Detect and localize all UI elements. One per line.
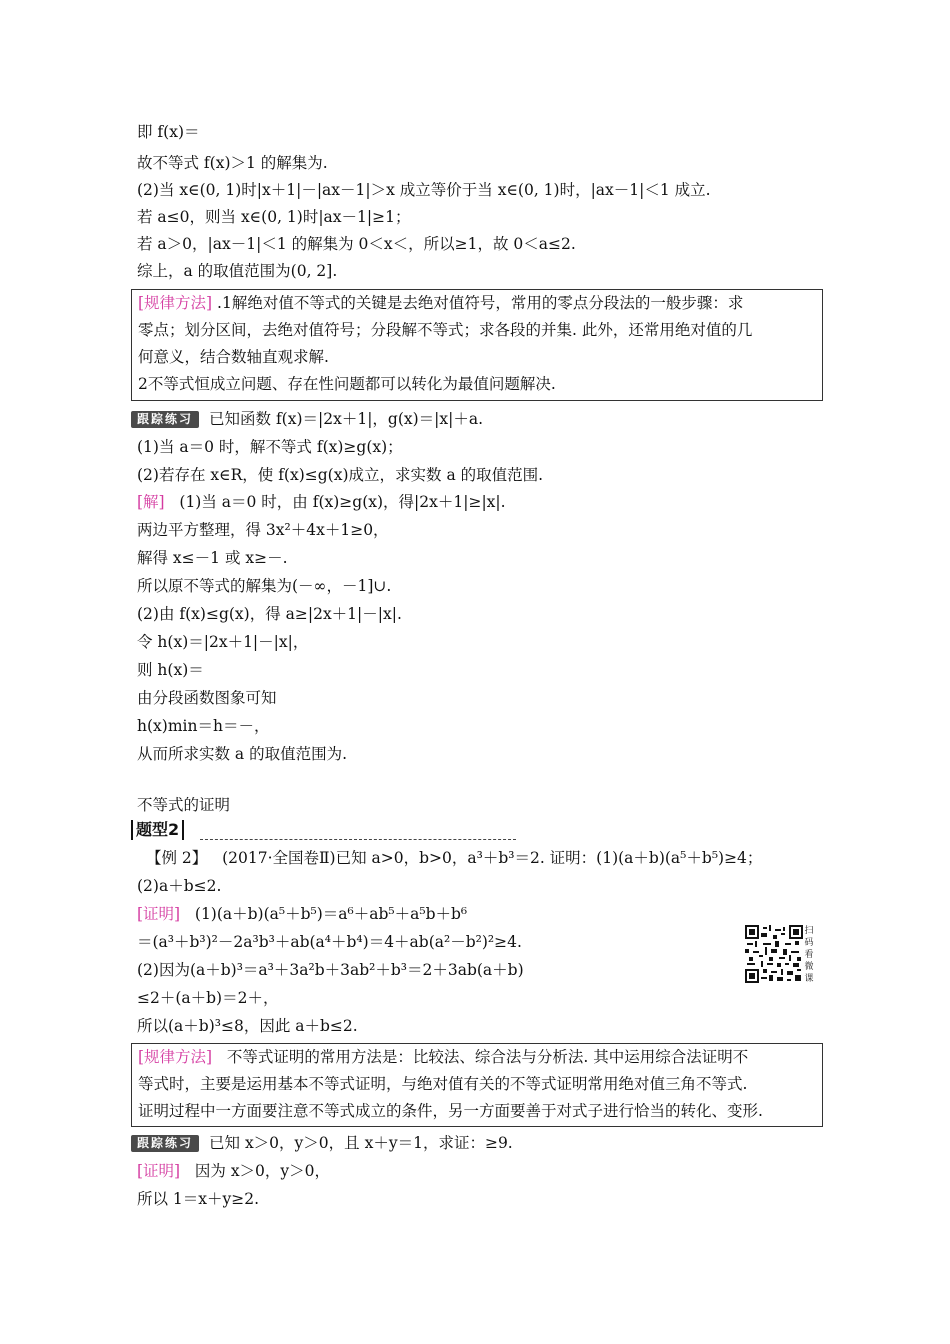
- text-line: 所以原不等式的解集为(－∞，－1]∪.: [137, 577, 392, 595]
- method-line: 证明过程中一方面要注意不等式成立的条件，另一方面要善于对式子进行恰当的转化、变形.: [138, 1102, 763, 1120]
- text-line: (1)当 a＝0 时，解不等式 f(x)≥g(x)；: [137, 438, 403, 456]
- method-line: 零点；划分区间，去绝对值符号；分段解不等式；求各段的并集. 此外，还常用绝对值的几: [138, 321, 753, 339]
- proof-line: [证明] (1)(a＋b)(a⁵＋b⁵)＝a⁶＋ab⁵＋a⁵b＋b⁶: [137, 905, 468, 923]
- practice-question-1: 跟踪练习 已知函数 f(x)＝|2x＋1|，g(x)＝|x|＋a.: [131, 409, 483, 429]
- text-line: (2)因为(a＋b)³＝a³＋3a²b＋3ab²＋b³＝2＋3ab(a＋b): [137, 961, 524, 979]
- text-line: 令 h(x)＝|2x＋1|－|x|，: [137, 633, 309, 651]
- proof-line: [证明] 因为 x＞0，y＞0，: [137, 1162, 331, 1180]
- method-line: 2不等式恒成立问题、存在性问题都可以转化为最值问题解决.: [138, 375, 556, 393]
- solution-line: [解] (1)当 a＝0 时，由 f(x)≥g(x)，得|2x＋1|≥|x|.: [137, 493, 506, 511]
- text-line: 若 a＞0，|ax－1|＜1 的解集为 0＜x＜，所以≥1，故 0＜a≤2.: [137, 235, 576, 253]
- practice-badge: 跟踪练习: [131, 411, 199, 428]
- example-label: 【例 2】: [146, 849, 208, 867]
- method-tag: [规律方法]: [138, 294, 213, 312]
- method-tag: [规律方法]: [138, 1048, 213, 1066]
- method-box-2: [131, 1043, 823, 1127]
- method-line: 等式时，主要是运用基本不等式证明，与绝对值有关的不等式证明常用绝对值三角不等式.: [138, 1075, 748, 1093]
- text-line: 则 h(x)＝: [137, 661, 204, 679]
- text-line: 即 f(x)＝: [137, 123, 200, 141]
- text-line: (2)若存在 x∈R，使 f(x)≤g(x)成立，求实数 a 的取值范围.: [137, 466, 544, 484]
- text-line: 两边平方整理，得 3x²＋4x＋1≥0，: [137, 521, 389, 539]
- text-line: ＝(a³＋b³)²－2a³b³＋ab(a⁴＋b⁴)＝4＋ab(a²－b²)²≥4.: [137, 933, 522, 951]
- proof-tag: [证明]: [137, 905, 181, 923]
- proof-tag: [证明]: [137, 1162, 181, 1180]
- text-line: (2)由 f(x)≤g(x)，得 a≥|2x＋1|－|x|.: [137, 605, 402, 623]
- example-line: 【例 2】 (2017·全国卷Ⅱ)已知 a>0，b>0，a³＋b³＝2. 证明：(1)(a＋b)(a⁵＋b⁵)≥4；: [146, 849, 763, 867]
- text-line: ≤2＋(a＋b)＝2＋，: [137, 989, 279, 1007]
- text-line: 解得 x≤－1 或 x≥－.: [137, 549, 288, 567]
- practice-question-2: 跟踪练习 已知 x＞0，y＞0，且 x＋y＝1，求证：≥9.: [131, 1133, 513, 1153]
- text-line: 故不等式 f(x)＞1 的解集为.: [137, 154, 328, 172]
- method-line: [规律方法] .1解绝对值不等式的关键是去绝对值符号，常用的零点分段法的一般步骤：求: [138, 294, 744, 312]
- text-line: (2)a＋b≤2.: [137, 877, 222, 895]
- text-line: 若 a≤0，则当 x∈(0, 1)时|ax－1|≥1；: [137, 208, 411, 226]
- text-line: 由分段函数图象可知: [137, 689, 277, 707]
- method-line: [规律方法] 不等式证明的常用方法是：比较法、综合法与分析法. 其中运用综合法证明不: [138, 1048, 749, 1066]
- text-line: (2)当 x∈(0, 1)时|x＋1|－|ax－1|＞x 成立等价于当 x∈(0, 1)时，|ax－1|＜1 成立.: [137, 181, 711, 199]
- practice-badge: 跟踪练习: [131, 1135, 199, 1152]
- solution-tag: [解]: [137, 493, 165, 511]
- text-line: 所以 1＝x＋y≥2.: [137, 1190, 260, 1208]
- text-line: 从而所求实数 a 的取值范围为.: [137, 745, 348, 763]
- method-box-1: [131, 289, 823, 401]
- heading-divider: [200, 839, 516, 840]
- method-line: 何意义，结合数轴直观求解.: [138, 348, 329, 366]
- text-line: 所以(a＋b)³≤8，因此 a＋b≤2.: [137, 1017, 358, 1035]
- question-type-heading: 题型2: [131, 820, 184, 840]
- text-line: 综上，a 的取值范围为(0, 2].: [137, 262, 338, 280]
- qr-label: 扫码看微课: [804, 926, 814, 984]
- section-title: 不等式的证明: [137, 796, 231, 814]
- text-line: h(x)min＝h＝－，: [137, 717, 270, 735]
- qr-code-icon[interactable]: [745, 925, 803, 983]
